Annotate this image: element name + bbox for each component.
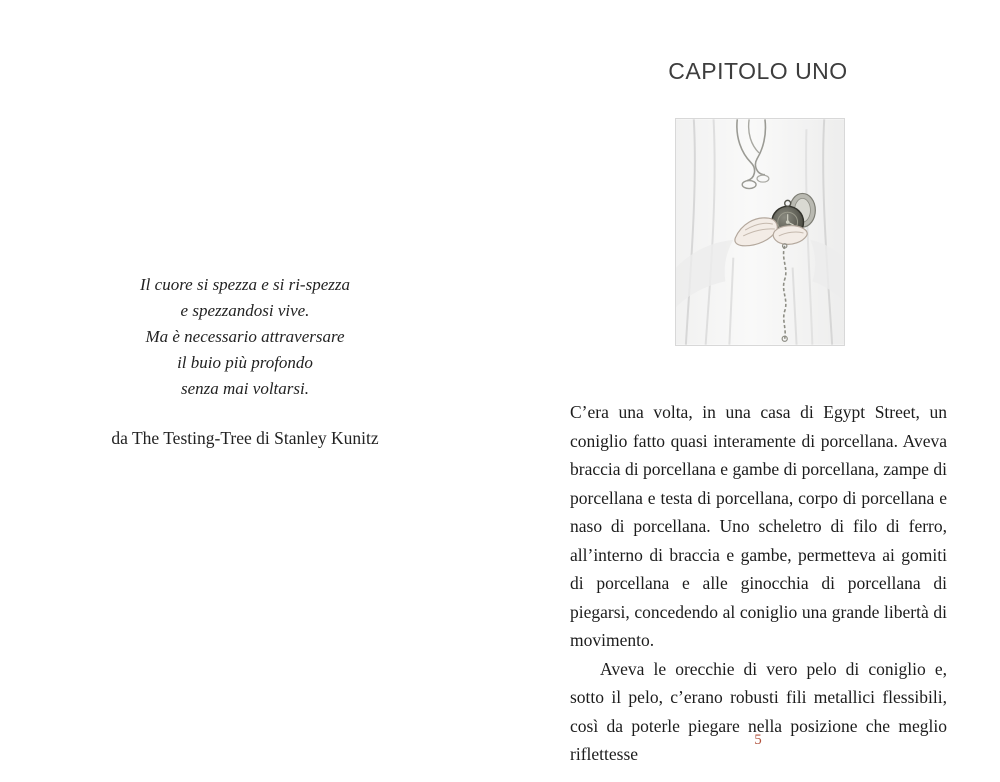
paragraph: Aveva le orecchie di vero pelo di coniglio e, sotto il pelo, c’erano robusti fili metallici flessibili, così da poterle piegare nella posizione che meglio riflettesse: [570, 658, 947, 764]
chapter-title: CAPITOLO UNO: [668, 58, 848, 84]
paragraph: C’era una volta, in una casa di Egypt Street, un coniglio fatto quasi interamente di porcellana. Aveva braccia di porcellana e gambe di porcellana, zampe di porcellana e testa di porcellana, corpo di porcellana e naso di porcellana. Uno scheletro di filo di ferro, all’interno di braccia e gambe, permetteva ai gomiti di porcellana e alle ginocchia di porcellana di piegarsi, concedendo al coniglio una grande libertà di movimento.: [570, 402, 947, 650]
epigraph-line: Il cuore si spezza e si ri-spezza: [140, 275, 350, 294]
epigraph-attribution: da The Testing-Tree di Stanley Kunitz: [111, 428, 379, 448]
epigraph-line: Ma è necessario attraversare: [145, 327, 345, 346]
chapter-body-text: [570, 398, 947, 769]
epigraph-line: e spezzandosi vive.: [180, 301, 310, 320]
page-number: 5: [754, 732, 762, 748]
chapter-illustration: [675, 118, 845, 346]
hands-pocket-watch-illustration: [676, 119, 844, 345]
epigraph-line: il buio più profondo: [177, 353, 313, 372]
epigraph: [55, 272, 435, 402]
epigraph-line: senza mai voltarsi.: [181, 379, 309, 398]
